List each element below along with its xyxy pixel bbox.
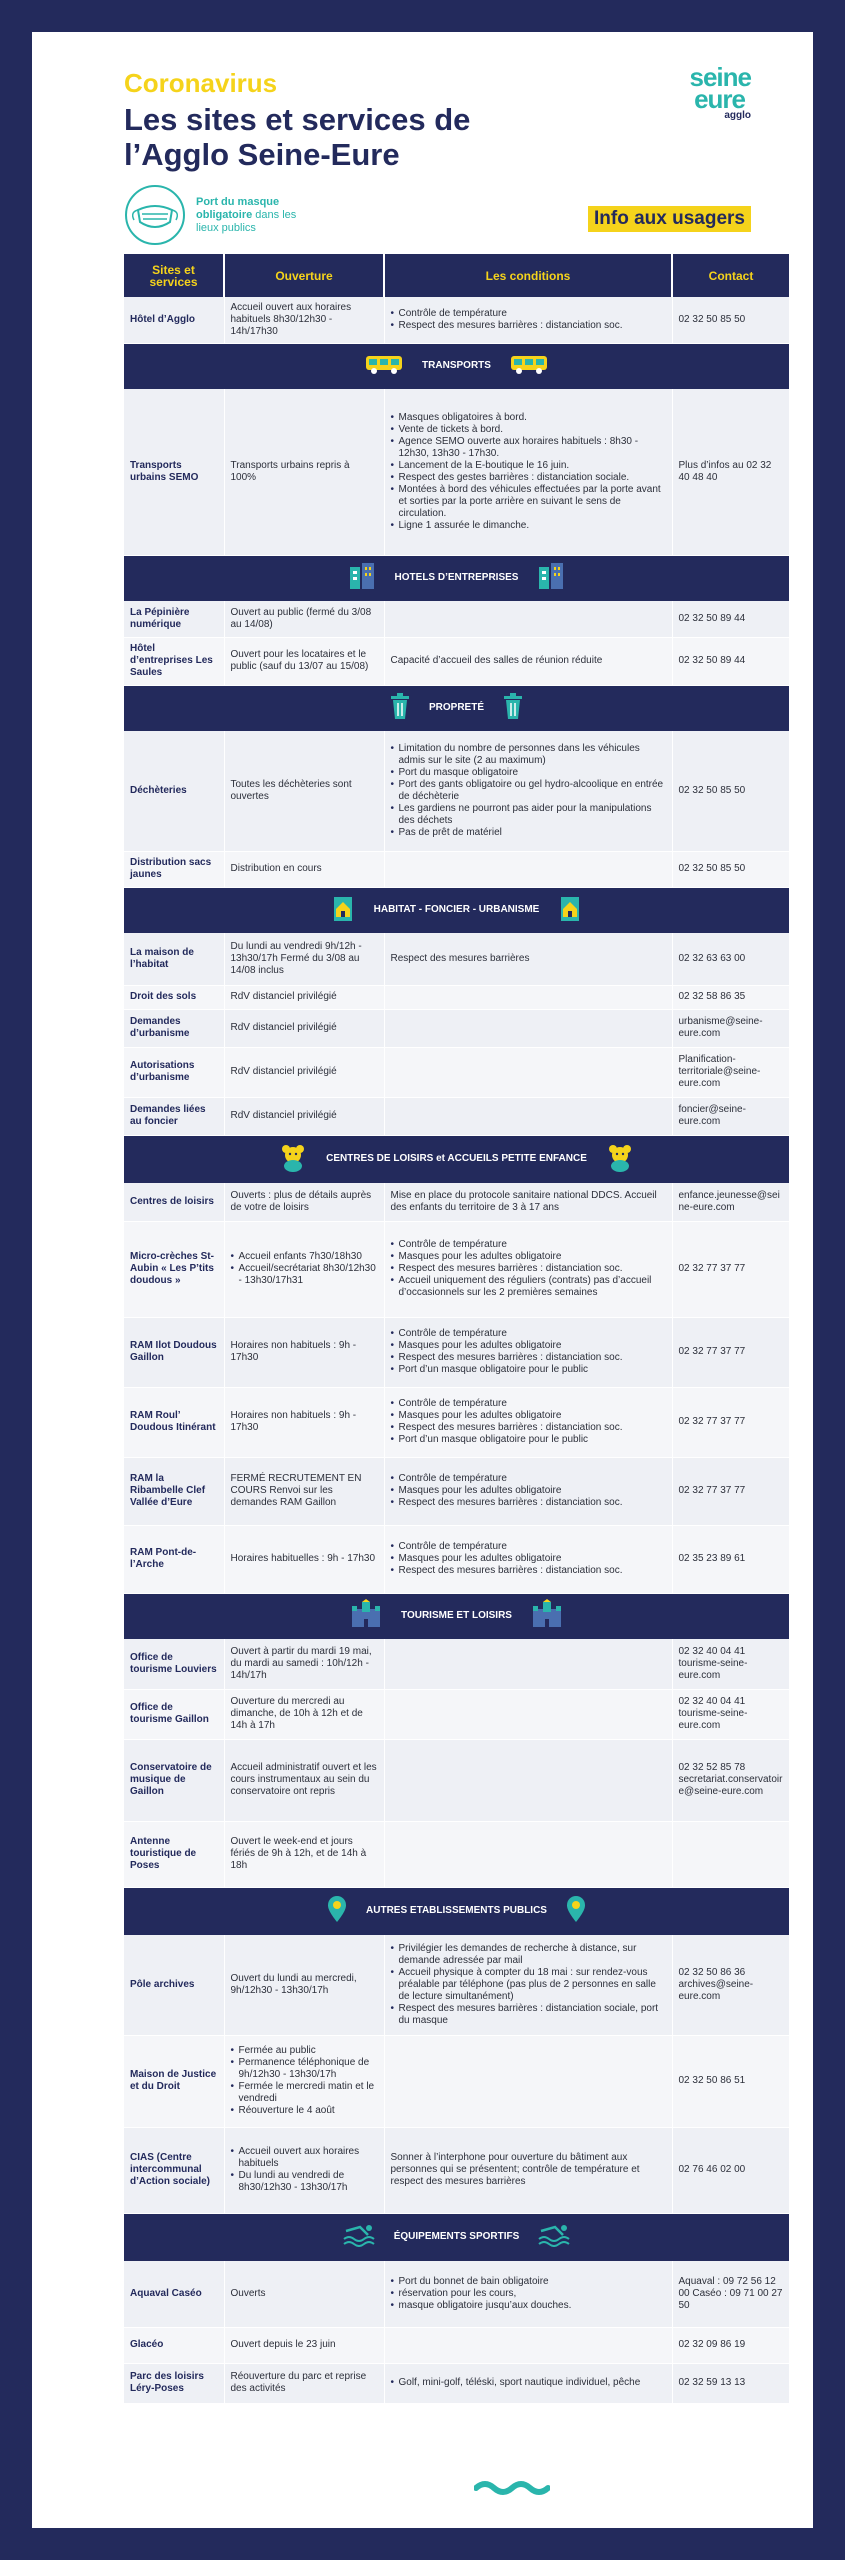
- section-hotels-d-entreprises: [124, 555, 789, 601]
- table-row: [124, 601, 789, 637]
- section-cell: [124, 1593, 789, 1639]
- service-name: CIAS (Centre intercommunal d’Action sociale): [124, 2127, 224, 2213]
- kicker-title: Coronavirus: [124, 68, 278, 98]
- conditions-cell: [384, 1009, 672, 1047]
- conditions-cell: [384, 2363, 672, 2403]
- bus-icon: [509, 353, 549, 379]
- col-header-contact: Contact: [672, 254, 789, 297]
- opening-cell: [224, 1097, 384, 1135]
- opening-text: Du lundi au vendredi 9h/12h - 13h30/17h Fermé du 3/08 au 14/08 inclus: [230, 940, 362, 976]
- service-name: RAM Roul’ Doudous Itinérant: [124, 1387, 224, 1457]
- section-title: HABITAT - FONCIER - URBANISME: [373, 904, 540, 916]
- condition-item: • Contrôle de température: [391, 308, 666, 320]
- section-cell: [124, 555, 789, 601]
- opening-item: • Fermée le mercredi matin et le vendredi: [231, 2081, 378, 2105]
- section-title: TOURISME ET LOISIRS: [401, 1610, 512, 1622]
- conditions-cell: [384, 1457, 672, 1525]
- wave-icon: [474, 2480, 550, 2501]
- service-name: RAM Ilot Doudous Gaillon: [124, 1317, 224, 1387]
- contact-cell: 02 32 50 89 44: [672, 637, 789, 685]
- opening-text: Ouvert au public (fermé du 3/08 au 14/08): [230, 606, 372, 630]
- conditions-cell: [384, 1821, 672, 1887]
- section-title: ÉQUIPEMENTS SPORTIFS: [393, 2231, 520, 2243]
- swim-icon: [537, 2223, 571, 2251]
- contact-cell: [672, 1821, 789, 1887]
- conditions-cell: [384, 1739, 672, 1821]
- opening-text: Réouverture du parc et reprise des activités: [230, 2371, 367, 2394]
- table-row: [124, 731, 789, 851]
- bin-icon: [389, 692, 411, 724]
- contact-cell: 02 32 40 04 41 tourisme-seine-eure.com: [672, 1639, 789, 1689]
- service-name: Pôle archives: [124, 1935, 224, 2035]
- opening-cell: [224, 1221, 384, 1317]
- opening-text: RdV distanciel privilégié: [230, 1022, 337, 1033]
- table-row: [124, 1387, 789, 1457]
- opening-cell: [224, 1821, 384, 1887]
- condition-item: • Port d’un masque obligatoire pour le public: [391, 1434, 666, 1446]
- condition-item: • Montées à bord des véhicules effectuées par la porte avant et sorties par la porte arrière en suivant le sens de circulation.: [391, 484, 666, 520]
- opening-text: Accueil administratif ouvert et les cours instrumentaux au sein du conservatoire ont repris: [230, 1762, 377, 1797]
- conditions-cell: [384, 1525, 672, 1593]
- opening-cell: [224, 1009, 384, 1047]
- table-row: [124, 1689, 789, 1739]
- service-name: Autorisations d’urbanisme: [124, 1047, 224, 1097]
- opening-cell: [224, 933, 384, 985]
- opening-item: • Réouverture le 4 août: [231, 2105, 378, 2117]
- condition-item: • Ligne 1 assurée le dimanche.: [391, 520, 666, 532]
- opening-text: FERMÉ RECRUTEMENT EN COURS Renvoi sur les demandes RAM Gaillon: [230, 1473, 362, 1508]
- opening-text: Ouvert du lundi au mercredi, 9h/12h30 - 13h30/17h: [230, 1972, 357, 1996]
- service-name: Conservatoire de musique de Gaillon: [124, 1739, 224, 1821]
- contact-cell: 02 32 40 04 41 tourisme-seine-eure.com: [672, 1689, 789, 1739]
- table-row: [124, 1739, 789, 1821]
- opening-cell: [224, 2363, 384, 2403]
- table-row: [124, 389, 789, 555]
- section-cell: [124, 685, 789, 731]
- conditions-cell: [384, 1183, 672, 1221]
- service-name: Déchèteries: [124, 731, 224, 851]
- condition-item: • Masques pour les adultes obligatoire: [391, 1553, 666, 1565]
- opening-text: Distribution en cours: [230, 863, 322, 874]
- opening-cell: [224, 1739, 384, 1821]
- condition-text: Capacité d’accueil des salles de réunion réduite: [390, 655, 603, 666]
- table-row: [124, 1317, 789, 1387]
- teddy-icon: [278, 1142, 308, 1176]
- condition-text: Sonner à l’interphone pour ouverture du bâtiment aux personnes qui se présentent; contrôle de température et respect des mesures barrières: [390, 2152, 640, 2187]
- condition-item: • Respect des gestes barrières : distanciation sociale.: [391, 472, 666, 484]
- opening-item: • Fermée au public: [231, 2045, 378, 2057]
- condition-item: • Contrôle de température: [391, 1473, 666, 1485]
- section-centres-de-loisirs-et-accueils-petite-enfance: [124, 1135, 789, 1183]
- service-name: Glacéo: [124, 2327, 224, 2363]
- table-row: [124, 1009, 789, 1047]
- service-name: Hôtel d’Agglo: [124, 297, 224, 343]
- service-name: Office de tourisme Gaillon: [124, 1689, 224, 1739]
- opening-cell: [224, 1935, 384, 2035]
- table-row: [124, 1639, 789, 1689]
- contact-cell: urbanisme@seine-eure.com: [672, 1009, 789, 1047]
- opening-item: • Accueil/secrétariat 8h30/12h30 - 13h30/17h31: [231, 1263, 378, 1287]
- building-icon: [347, 561, 377, 595]
- condition-item: • Golf, mini-golf, téléski, sport nautique individuel, pêche: [391, 2377, 666, 2389]
- service-name: RAM la Ribambelle Clef Vallée d’Eure: [124, 1457, 224, 1525]
- conditions-cell: [384, 1047, 672, 1097]
- service-name: La maison de l’habitat: [124, 933, 224, 985]
- opening-text: Horaires non habituels : 9h - 17h30: [230, 1340, 357, 1363]
- section-cell: [124, 343, 789, 389]
- opening-text: Ouverts: [230, 2287, 266, 2299]
- opening-text: Ouvert pour les locataires et le public (sauf du 13/07 au 15/08): [230, 649, 369, 672]
- opening-cell: [224, 985, 384, 1009]
- conditions-cell: [384, 1689, 672, 1739]
- opening-cell: [224, 1387, 384, 1457]
- building-icon: [536, 561, 566, 595]
- service-name: La Pépinière numérique: [124, 601, 224, 637]
- contact-cell: 02 32 09 86 19: [672, 2327, 789, 2363]
- table-row: [124, 985, 789, 1009]
- condition-item: • Masques pour les adultes obligatoire: [391, 1251, 666, 1263]
- col-header-conditions: Les conditions: [384, 254, 672, 297]
- condition-item: • Masques pour les adultes obligatoire: [391, 1485, 666, 1497]
- contact-cell: 02 32 50 85 50: [672, 851, 789, 887]
- section-autres-etablissements-publics: [124, 1887, 789, 1935]
- opening-cell: [224, 1639, 384, 1689]
- opening-text: Transports urbains repris à 100%: [230, 459, 350, 483]
- opening-cell: [224, 1317, 384, 1387]
- section-cell: [124, 2213, 789, 2261]
- opening-text: Ouvert à partir du mardi 19 mai, du mardi au samedi : 10h/12h - 14h/17h: [230, 1645, 372, 1681]
- contact-cell: 02 32 50 86 51: [672, 2035, 789, 2127]
- opening-item: • Accueil ouvert aux horaires habituels: [231, 2146, 378, 2170]
- opening-text: Accueil ouvert aux horaires habituels 8h30/12h30 - 14h/17h30: [230, 301, 352, 337]
- conditions-cell: [384, 851, 672, 887]
- service-name: Office de tourisme Louviers: [124, 1639, 224, 1689]
- opening-cell: [224, 2035, 384, 2127]
- bus-icon: [364, 353, 404, 379]
- pin-icon: [326, 1895, 348, 1927]
- contact-cell: 02 32 59 13 13: [672, 2363, 789, 2403]
- contact-cell: 02 76 46 02 00: [672, 2127, 789, 2213]
- service-name: Transports urbains SEMO: [124, 389, 224, 555]
- condition-item: • Respect des mesures barrières : distanciation soc.: [391, 1565, 666, 1577]
- condition-item: • Respect des mesures barrières : distanciation soc.: [391, 1497, 666, 1509]
- contact-cell: 02 32 50 86 36 archives@seine-eure.com: [672, 1935, 789, 2035]
- swim-icon: [342, 2223, 376, 2251]
- logo-line-2: eure: [694, 84, 745, 114]
- opening-text: Ouverture du mercredi au dimanche, de 10h à 12h et de 14h à 17h: [230, 1696, 363, 1731]
- service-name: Aquaval Caséo: [124, 2261, 224, 2327]
- condition-item: • Agence SEMO ouverte aux horaires habituels : 8h30 - 12h30, 13h30 - 17h30.: [391, 436, 666, 460]
- service-name: RAM Pont-de-l’Arche: [124, 1525, 224, 1593]
- opening-text: Horaires non habituels : 9h - 17h30: [230, 1410, 357, 1433]
- section-cell: [124, 887, 789, 933]
- opening-cell: [224, 1183, 384, 1221]
- service-name: Hôtel d’entreprises Les Saules: [124, 637, 224, 685]
- condition-item: • Limitation du nombre de personnes dans les véhicules admis sur le site (2 au maximum): [391, 743, 666, 767]
- section-tourisme-et-loisirs: [124, 1593, 789, 1639]
- contact-cell: Planification-territoriale@seine-eure.com: [672, 1047, 789, 1097]
- info-sheet: [32, 32, 813, 2528]
- col-header-ouverture: Ouverture: [224, 254, 384, 297]
- condition-item: • Respect des mesures barrières : distanciation soc.: [391, 1352, 666, 1364]
- teddy-icon: [605, 1142, 635, 1176]
- condition-item: • Port du bonnet de bain obligatoire: [391, 2276, 666, 2288]
- table-row: [124, 1097, 789, 1135]
- contact-cell: Aquaval : 09 72 56 12 00 Caséo : 09 71 00 27 50: [672, 2261, 789, 2327]
- table-row: [124, 297, 789, 343]
- bin-icon: [502, 692, 524, 724]
- section-title: AUTRES ETABLISSEMENTS PUBLICS: [366, 1905, 547, 1917]
- opening-text: RdV distanciel privilégié: [230, 991, 337, 1002]
- house-icon: [557, 893, 583, 927]
- opening-cell: [224, 1525, 384, 1593]
- contact-cell: 02 32 77 37 77: [672, 1457, 789, 1525]
- face-mask-icon: [124, 184, 186, 246]
- conditions-cell: [384, 1221, 672, 1317]
- contact-cell: 02 32 50 89 44: [672, 601, 789, 637]
- table-row: [124, 933, 789, 985]
- service-name: Distribution sacs jaunes: [124, 851, 224, 887]
- opening-cell: [224, 731, 384, 851]
- page-title: Les sites et services de l’Agglo Seine-Eure: [124, 102, 471, 172]
- service-name: Centres de loisirs: [124, 1183, 224, 1221]
- col-header-services: Sites et services: [124, 254, 224, 297]
- info-badge: Info aux usagers: [588, 206, 751, 232]
- opening-text: Ouverts : plus de détails auprès de votre de loisirs: [230, 1189, 372, 1213]
- condition-item: • Port du masque obligatoire: [391, 767, 666, 779]
- castle-icon: [530, 1599, 564, 1633]
- contact-cell: 02 32 77 37 77: [672, 1387, 789, 1457]
- conditions-cell: [384, 1097, 672, 1135]
- conditions-cell: [384, 1935, 672, 2035]
- table-row: [124, 2035, 789, 2127]
- service-name: Parc des loisirs Léry-Poses: [124, 2363, 224, 2403]
- section-cell: [124, 1887, 789, 1935]
- opening-cell: [224, 2261, 384, 2327]
- conditions-cell: [384, 389, 672, 555]
- section-cell: [124, 1135, 789, 1183]
- table-row: [124, 1457, 789, 1525]
- table-row: [124, 1221, 789, 1317]
- condition-item: • réservation pour les cours,: [391, 2288, 666, 2300]
- condition-text: Mise en place du protocole sanitaire national DDCS. Accueil des enfants du territoire de 3 à 17 ans: [390, 1189, 657, 1213]
- service-name: Demandes liées au foncier: [124, 1097, 224, 1135]
- condition-item: • Vente de tickets à bord.: [391, 424, 666, 436]
- conditions-cell: [384, 933, 672, 985]
- service-name: Antenne touristique de Poses: [124, 1821, 224, 1887]
- contact-cell: Plus d’infos au 02 32 40 48 40: [672, 389, 789, 555]
- opening-text: RdV distanciel privilégié: [230, 1110, 337, 1121]
- condition-item: • Pas de prêt de matériel: [391, 827, 666, 839]
- opening-cell: [224, 601, 384, 637]
- conditions-cell: [384, 1387, 672, 1457]
- conditions-cell: [384, 2127, 672, 2213]
- condition-item: • Masques pour les adultes obligatoire: [391, 1410, 666, 1422]
- condition-item: • Contrôle de température: [391, 1328, 666, 1340]
- opening-text: Horaires habituelles : 9h - 17h30: [230, 1553, 376, 1564]
- service-name: Demandes d’urbanisme: [124, 1009, 224, 1047]
- condition-item: • Privilégier les demandes de recherche à distance, sur demande adressée par mail: [391, 1943, 666, 1967]
- service-name: Micro-crèches St-Aubin « Les P’tits doudous »: [124, 1221, 224, 1317]
- table-row: [124, 851, 789, 887]
- service-name: Droit des sols: [124, 985, 224, 1009]
- opening-text: Ouvert depuis le 23 juin: [230, 2339, 336, 2350]
- table-row: [124, 1821, 789, 1887]
- condition-item: • Masques pour les adultes obligatoire: [391, 1340, 666, 1352]
- conditions-cell: [384, 985, 672, 1009]
- condition-item: • Accueil physique à compter du 18 mai : sur rendez-vous préalable par téléphone (pas plus de 2 personnes en salle de lecture simultanément): [391, 1967, 666, 2003]
- condition-item: • Port des gants obligatoire ou gel hydro-alcoolique en entrée de déchèterie: [391, 779, 666, 803]
- contact-cell: 02 32 77 37 77: [672, 1221, 789, 1317]
- opening-item: • Permanence téléphonique de 9h/12h30 - 13h30/17h: [231, 2057, 378, 2081]
- opening-cell: [224, 2327, 384, 2363]
- mask-text: [196, 196, 306, 235]
- opening-cell: [224, 1457, 384, 1525]
- section-title: PROPRETÉ: [428, 702, 484, 714]
- conditions-cell: [384, 2035, 672, 2127]
- table-row: [124, 2127, 789, 2213]
- condition-item: • Accueil uniquement des réguliers (contrats) pas d’accueil d’occasionnels sur les 2 premières semaines: [391, 1275, 666, 1299]
- mask-notice: [124, 184, 306, 246]
- section-title: CENTRES DE LOISIRS et ACCUEILS PETITE ENFANCE: [326, 1153, 587, 1165]
- contact-cell: 02 32 58 86 35: [672, 985, 789, 1009]
- conditions-cell: [384, 637, 672, 685]
- services-table: [124, 254, 790, 2404]
- opening-cell: [224, 1047, 384, 1097]
- contact-cell: 02 35 23 89 61: [672, 1525, 789, 1593]
- opening-text: Toutes les déchèteries sont ouvertes: [230, 778, 352, 802]
- condition-item: • Contrôle de température: [391, 1239, 666, 1251]
- table-row: [124, 1183, 789, 1221]
- opening-cell: [224, 1689, 384, 1739]
- conditions-cell: [384, 2261, 672, 2327]
- condition-item: • Lancement de la E-boutique le 16 juin.: [391, 460, 666, 472]
- table-row: [124, 1935, 789, 2035]
- conditions-cell: [384, 1639, 672, 1689]
- opening-cell: [224, 297, 384, 343]
- condition-item: • Respect des mesures barrières : distanciation soc.: [391, 320, 666, 332]
- pin-icon: [565, 1895, 587, 1927]
- opening-text: Ouvert le week-end et jours fériés de 9h à 12h, et de 14h à 18h: [230, 1836, 367, 1871]
- conditions-cell: [384, 2327, 672, 2363]
- condition-item: • Les gardiens ne pourront pas aider pour la manipulations des déchets: [391, 803, 666, 827]
- condition-item: • Port d’un masque obligatoire pour le public: [391, 1364, 666, 1376]
- opening-text: RdV distanciel privilégié: [230, 1066, 337, 1077]
- logo-line-1: seine: [689, 62, 751, 92]
- table-row: [124, 2261, 789, 2327]
- section-title: HOTELS D’ENTREPRISES: [394, 572, 519, 584]
- castle-icon: [349, 1599, 383, 1633]
- contact-cell: foncier@seine-eure.com: [672, 1097, 789, 1135]
- section-equipements-sportifs: [124, 2213, 789, 2261]
- condition-text: Respect des mesures barrières: [390, 952, 530, 964]
- seine-eure-logo: [689, 62, 752, 121]
- condition-item: • Masques obligatoires à bord.: [391, 412, 666, 424]
- mask-text-rest: dans les lieux publics: [196, 208, 297, 234]
- conditions-cell: [384, 297, 672, 343]
- service-name: Maison de Justice et du Droit: [124, 2035, 224, 2127]
- opening-item: • Du lundi au vendredi de 8h30/12h30 - 13h30/17h: [231, 2170, 378, 2194]
- conditions-cell: [384, 601, 672, 637]
- header: [92, 32, 789, 282]
- section-proprete: [124, 685, 789, 731]
- logo-line-3: agglo: [724, 110, 751, 121]
- table-row: [124, 2363, 789, 2403]
- contact-cell: 02 32 77 37 77: [672, 1317, 789, 1387]
- conditions-cell: [384, 1317, 672, 1387]
- condition-item: • Contrôle de température: [391, 1398, 666, 1410]
- opening-cell: [224, 2127, 384, 2213]
- contact-cell: 02 32 50 85 50: [672, 297, 789, 343]
- opening-cell: [224, 851, 384, 887]
- house-icon: [330, 893, 356, 927]
- contact-cell: 02 32 63 63 00: [672, 933, 789, 985]
- opening-cell: [224, 637, 384, 685]
- contact-cell: 02 32 50 85 50: [672, 731, 789, 851]
- table-row: [124, 1525, 789, 1593]
- table-row: [124, 1047, 789, 1097]
- condition-item: • Respect des mesures barrières : distanciation soc.: [391, 1422, 666, 1434]
- opening-cell: [224, 389, 384, 555]
- contact-cell: enfance.jeunesse@seine-eure.com: [672, 1183, 789, 1221]
- condition-item: • Contrôle de température: [391, 1541, 666, 1553]
- section-title: TRANSPORTS: [422, 360, 491, 372]
- contact-cell: 02 32 52 85 78 secretariat.conservatoire@seine-eure.com: [672, 1739, 789, 1821]
- table-row: [124, 637, 789, 685]
- table-header-row: [124, 254, 789, 297]
- table-row: [124, 2327, 789, 2363]
- condition-item: • masque obligatoire jusqu’aux douches.: [391, 2300, 666, 2312]
- condition-item: • Respect des mesures barrières : distanciation sociale, port du masque: [391, 2003, 666, 2027]
- section-habitat-foncier-urbanisme: [124, 887, 789, 933]
- conditions-cell: [384, 731, 672, 851]
- condition-item: • Respect des mesures barrières : distanciation soc.: [391, 1263, 666, 1275]
- opening-item: • Accueil enfants 7h30/18h30: [231, 1251, 378, 1263]
- mask-text-bold: Port du masque obligatoire: [196, 195, 280, 221]
- section-transports: [124, 343, 789, 389]
